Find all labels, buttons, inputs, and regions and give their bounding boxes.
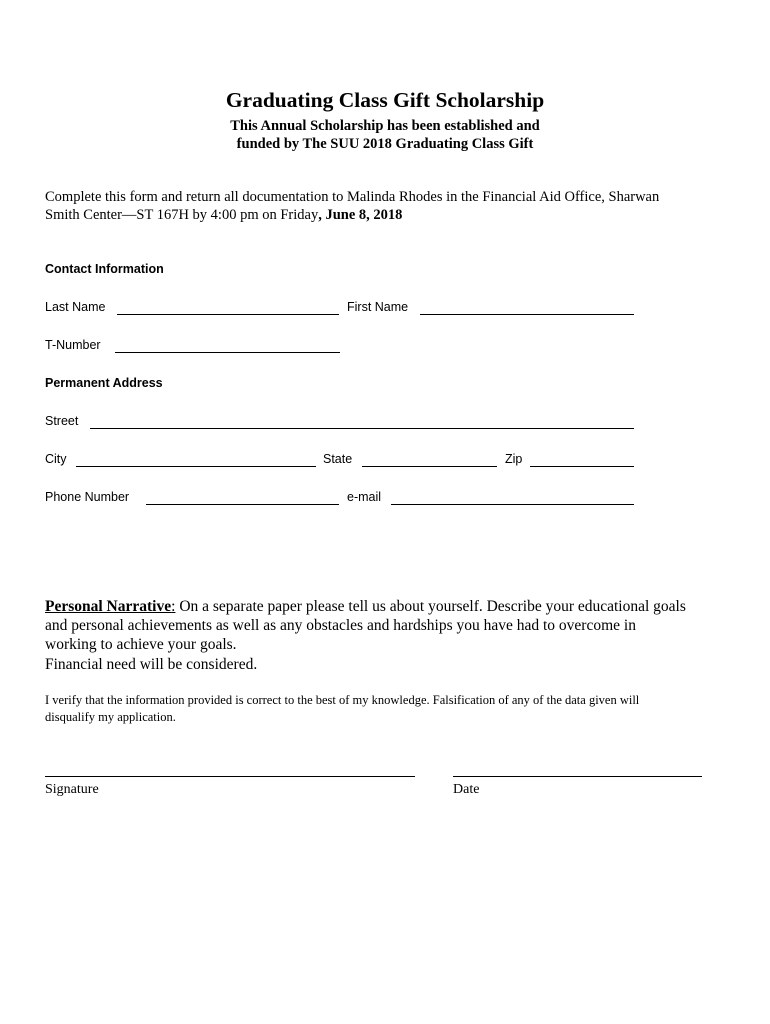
email-field[interactable] (391, 504, 634, 505)
narrative-line2: and personal achievements as well as any obstacles and hardships you have had to overcome in (45, 617, 636, 634)
verify-line1: I verify that the information provided is correct to the best of my knowledge. Falsification of any of the data given will (45, 693, 640, 707)
city-label: City (45, 452, 67, 466)
street-label: Street (45, 414, 79, 428)
zip-field[interactable] (530, 466, 634, 467)
city-field[interactable] (76, 466, 316, 467)
tnumber-field[interactable] (115, 352, 340, 353)
intro-line2 (45, 207, 402, 224)
narrative-line1 (45, 598, 686, 616)
intro-line1: Complete this form and return all documentation to Malinda Rhodes in the Financial Aid Office, Sharwan (45, 189, 660, 205)
contact-heading: Contact Information (45, 262, 164, 276)
form-subtitle-line1: This Annual Scholarship has been established and (230, 118, 540, 134)
date-label: Date (453, 782, 480, 797)
street-field[interactable] (90, 428, 634, 429)
state-field[interactable] (362, 466, 497, 467)
zip-label: Zip (505, 452, 523, 466)
last-name-label: Last Name (45, 300, 106, 314)
narrative-line4: Financial need will be considered. (45, 656, 258, 673)
last-name-field[interactable] (117, 314, 339, 315)
first-name-field[interactable] (420, 314, 634, 315)
signature-label: Signature (45, 782, 99, 797)
intro-line2-text: Smith Center—ST 167H by 4:00 pm on Friday (45, 207, 319, 223)
tnumber-label: T-Number (45, 338, 101, 352)
verify-line2: disqualify my application. (45, 710, 176, 724)
phone-label: Phone Number (45, 490, 130, 504)
date-field[interactable] (453, 776, 702, 777)
address-heading: Permanent Address (45, 376, 163, 390)
narrative-text-line1: On a separate paper please tell us about yourself. Describe your educational goals (175, 598, 686, 615)
signature-field[interactable] (45, 776, 415, 777)
state-label: State (323, 452, 353, 466)
first-name-label: First Name (347, 300, 409, 314)
email-label: e-mail (347, 490, 382, 504)
phone-field[interactable] (146, 504, 339, 505)
deadline-date: , June 8, 2018 (318, 207, 403, 223)
narrative-colon: : (171, 598, 176, 615)
form-subtitle-line2: funded by The SUU 2018 Graduating Class Gift (236, 136, 534, 152)
form-title: Graduating Class Gift Scholarship (225, 88, 545, 112)
narrative-line3: working to achieve your goals. (45, 636, 237, 653)
narrative-label: Personal Narrative (45, 598, 172, 615)
